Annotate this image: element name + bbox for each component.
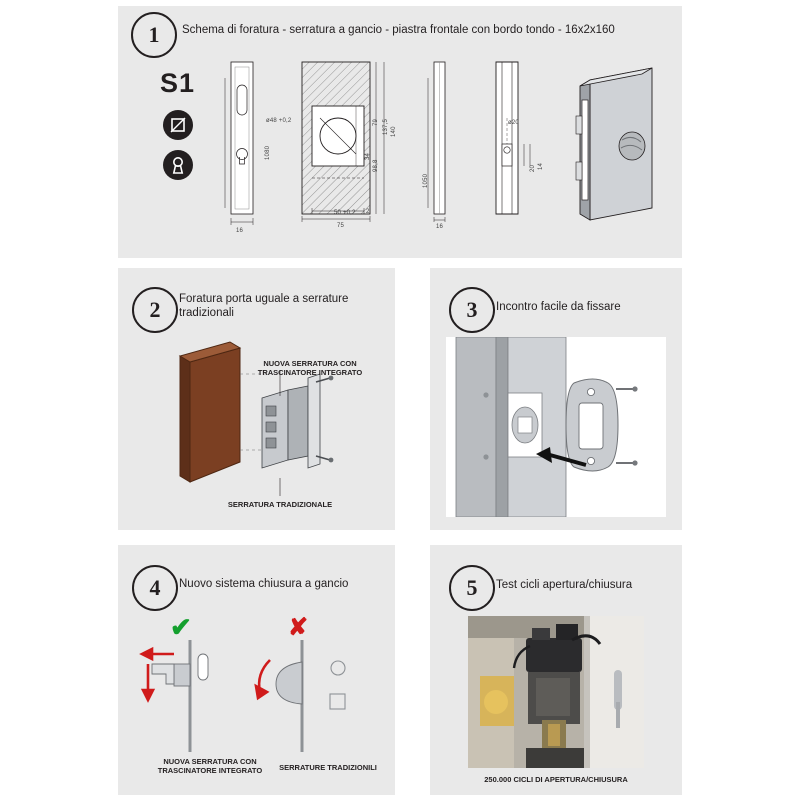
dim-height-1080a: 1080	[265, 145, 271, 160]
dim-height-79: 79	[373, 118, 379, 126]
dim-height-34: 34	[365, 152, 371, 160]
dim-width-75: 75	[337, 223, 345, 229]
panel-4-number: 4	[132, 565, 178, 611]
drawing-lock-front-view	[222, 58, 282, 228]
panel-3-title: Incontro facile da fissare	[496, 301, 621, 313]
panel-2-label-old: SERRATURA TRADIZIONALE	[227, 500, 333, 509]
dim-height-20: 20	[530, 164, 536, 172]
panel-2-number: 2	[132, 287, 178, 333]
panel-4-label-left: NUOVA SERRATURA CON TRASCINATORE INTEGRATO	[157, 757, 263, 775]
drawing-channel-profile	[484, 58, 544, 223]
drawing-hook-vs-traditional	[130, 640, 385, 755]
drawing-door-hatch-section	[296, 58, 396, 223]
panel-5-title: Test cicli apertura/chiusura	[496, 579, 633, 591]
panel-2-title: Foratura porta uguale a serrature tradizionali	[179, 293, 349, 319]
panel-5-caption: 250.000 CICLI DI APERTURA/CHIUSURA	[484, 775, 628, 784]
test-bench-photo	[468, 616, 644, 768]
keyhole-icon	[163, 150, 193, 180]
panel-4-title: Nuovo sistema chiusura a gancio	[179, 578, 349, 590]
dim-width-14: 14	[538, 162, 544, 170]
dim-width-50: 50 +0,2	[334, 210, 356, 216]
cross-mark-icon: ✘	[288, 614, 309, 641]
panel-1-number: 1	[131, 12, 177, 58]
panel-5-number: 5	[449, 565, 495, 611]
drawing-side-profile	[424, 58, 460, 223]
dim-height-1375: 137,5	[383, 118, 389, 135]
dim-hole-diameter: ø48 +0,2	[266, 118, 292, 124]
dim-height-988: 98,8	[373, 159, 379, 172]
dim-height-140: 140	[391, 126, 397, 137]
dim-width-16b: 16	[436, 224, 444, 230]
check-mark-icon: ✔	[170, 612, 192, 642]
dim-width-2: 2	[366, 209, 370, 215]
panel-3-number: 3	[449, 287, 495, 333]
dim-width-16a: 16	[236, 228, 244, 234]
panel-4-label-right: SERRATURE TRADIZIONILI	[279, 763, 377, 772]
dim-cylinder-diameter: ø20	[508, 120, 519, 126]
panel-2-label-new: NUOVA SERRATURA CON TRASCINATORE INTEGRATO	[257, 359, 363, 377]
panel-1-code: S1	[160, 68, 196, 98]
dim-height-1050: 1050	[423, 173, 429, 188]
drawing-strike-plate	[446, 337, 666, 517]
drawing-3d-door-lock	[560, 58, 670, 228]
panel-1-title: Schema di foratura - serratura a gancio - piastra frontale con bordo tondo - 16x2x160	[182, 24, 615, 36]
square-keyhole-icon	[163, 110, 193, 140]
